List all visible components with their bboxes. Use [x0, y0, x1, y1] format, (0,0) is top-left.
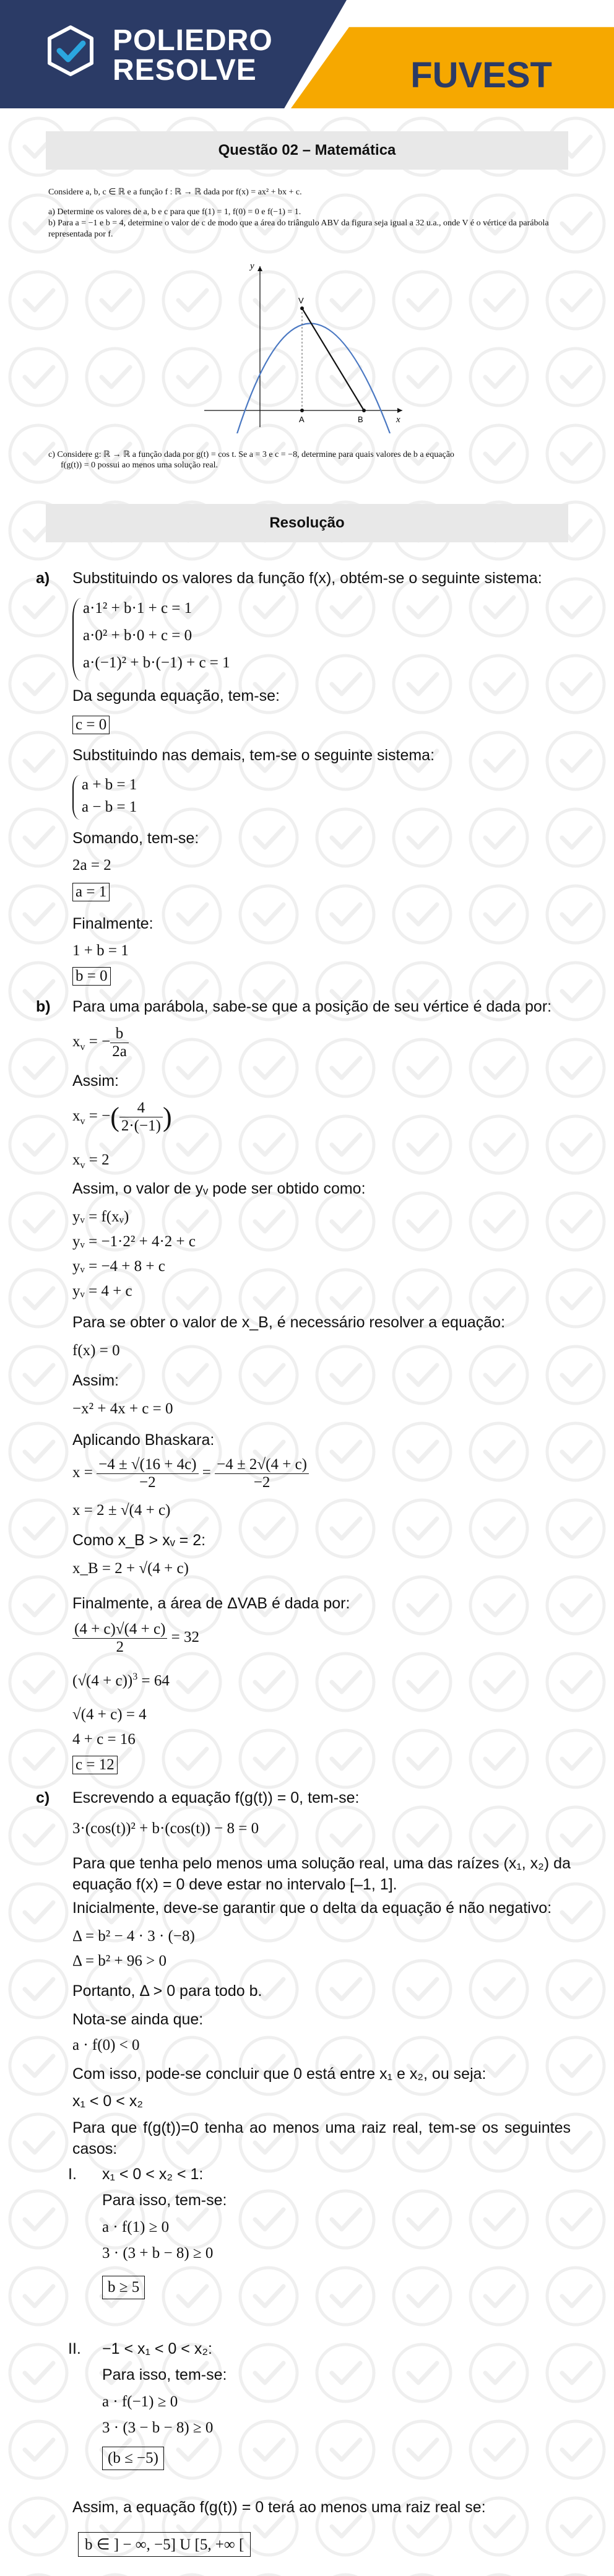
parabola-figure	[198, 254, 409, 433]
case-1-line-1: a · f(1) ≥ 0	[102, 2219, 170, 2236]
case-1-text: Para isso, tem-se:	[102, 2192, 227, 2209]
case-1-condition: x₁ < 0 < x₂ < 1:	[102, 2166, 204, 2183]
brand-name-line2: RESOLVE	[113, 54, 257, 87]
b-text-2: Assim:	[72, 1072, 119, 1090]
a-result-c: c = 0	[72, 716, 110, 734]
c-final-answer: b ∈ ] − ∞, −5] U [5, +∞ [	[78, 2532, 251, 2557]
b-eq-x: x = 2 ± √(4 + c)	[72, 1502, 171, 1519]
b-text-8: Finalmente, a área de ΔVAB é dada por:	[72, 1595, 350, 1612]
b-xv-value: $x_v = 2$	[72, 1151, 110, 1171]
case-1-number: I.	[68, 2166, 77, 2183]
b-text-6: Aplicando Bhaskara:	[72, 1431, 215, 1449]
b-yv-4: yᵥ = 4 + c	[72, 1283, 132, 1299]
b-text-1: Para uma parábola, sabe-se que a posição de seu vértice é dada por:	[72, 998, 552, 1015]
c-eq-cos: 3·(cos(t))² + b·(cos(t)) − 8 = 0	[72, 1820, 259, 1837]
c-eq-af0: a · f(0) < 0	[72, 2037, 140, 2053]
item-b-label: b)	[36, 998, 51, 1015]
b-bhaskara: x = $\frac{-4 \pm √(16 + 4c)}{-2}$ = $\frac{-4 \pm 2√(4 + c)}{-2}$	[72, 1456, 309, 1491]
b-yv-2: yᵥ = −1·2² + 4·2 + c	[72, 1233, 196, 1250]
case-2-result: (b ≤ −5)	[102, 2447, 164, 2470]
a-text-5: Finalmente:	[72, 915, 154, 932]
fig-y-label: y	[250, 261, 254, 271]
exam-name: FUVEST	[410, 55, 552, 95]
case-2-text: Para isso, tem-se:	[102, 2366, 227, 2383]
c-text-1: Escrevendo a equação f(g(t)) = 0, tem-se:	[72, 1789, 360, 1806]
case-2-number: II.	[68, 2340, 81, 2357]
fig-a-label: A	[299, 415, 305, 424]
a-system-1-eq3: a·(−1)² + b·(−1) + c = 1	[83, 654, 230, 671]
c-delta-2: Δ = b² + 96 > 0	[72, 1953, 166, 1969]
a-text-2: Da segunda equação, tem-se:	[72, 687, 280, 705]
b-text-3: Assim, o valor de yᵥ pode ser obtido como:	[72, 1180, 366, 1197]
b-power-eq: $(√(4 + c))^3 = 64$	[72, 1672, 170, 1689]
b-yv-3: yᵥ = −4 + 8 + c	[72, 1258, 165, 1275]
a-result-b: b = 0	[72, 967, 111, 986]
c-text-6: Com isso, pode-se concluir que 0 está entre x₁ e x₂, ou seja:	[72, 2065, 486, 2083]
b-eq-xb: x_B = 2 + √(4 + c)	[72, 1560, 189, 1577]
c-text-7: Para que f(g(t))=0 tenha ao menos uma raiz real, tem-se os seguintes casos:	[72, 2119, 571, 2158]
case-1-line-2: 3 · (3 + b − 8) ≥ 0	[102, 2245, 214, 2262]
fig-b-label: B	[358, 415, 363, 424]
item-c-label: c)	[36, 1789, 50, 1806]
question-item-a: a) Determine os valores de a, b e c para que f(1) = 1, f(0) = 0 e f(−1) = 1.	[48, 207, 301, 217]
a-system-1-eq1: a·1² + b·1 + c = 1	[83, 600, 192, 617]
b-xv-calc: $x_v$ = −( $\frac{4}{2\cdot(-1)}$ )	[72, 1099, 172, 1134]
b-area-eq: $\frac{(4 + c)√(4 + c)}{2}$ = 32	[72, 1621, 199, 1656]
question-intro: Considere a, b, c ∈ ℝ e a função f : ℝ → ℝ dada por f(x) = ax² + bx + c.	[48, 188, 302, 197]
question-item-c-line2: f(g(t)) = 0 possui ao menos uma solução real.	[61, 461, 218, 470]
b-text-5: Assim:	[72, 1372, 119, 1389]
c-delta-1: Δ = b² − 4 · 3 · (−8)	[72, 1928, 195, 1945]
b-yv-1: yᵥ = f(xᵥ)	[72, 1208, 129, 1225]
c-text-4: Portanto, Δ > 0 para todo b.	[72, 1982, 262, 2000]
a-text-4: Somando, tem-se:	[72, 830, 199, 847]
header	[0, 0, 614, 108]
fig-x-label: x	[396, 415, 400, 425]
parabola-curve	[235, 323, 390, 433]
a-text-3: Substituindo nas demais, tem-se o seguinte sistema:	[72, 747, 435, 764]
case-2-condition: −1 < x₁ < 0 < x₂:	[102, 2340, 212, 2357]
brand-name-line1: POLIEDRO	[113, 24, 273, 57]
case-2-line-1: a · f(−1) ≥ 0	[102, 2393, 178, 2410]
a-system-1-eq2: a·0² + b·0 + c = 0	[83, 627, 192, 644]
c-text-2: Para que tenha pelo menos uma solução real, uma das raízes (x₁, x₂) da equação f(x) = 0 deve estar no intervalo [–1, 1].	[72, 1855, 571, 1893]
b-eq-fx: f(x) = 0	[72, 1342, 120, 1359]
a-system-2-eq2: a − b = 1	[82, 799, 137, 815]
b-vertex-formula: $x_v$ = − $\frac{b}{2a}$	[72, 1025, 129, 1060]
case-1-result: b ≥ 5	[102, 2276, 145, 2299]
a-eq-2a: 2a = 2	[72, 857, 111, 874]
b-sqrt-eq: √(4 + c) = 4	[72, 1706, 147, 1723]
item-a-label: a)	[36, 570, 50, 587]
a-text-1: Substituindo os valores da função f(x), obtém-se o seguinte sistema:	[72, 570, 542, 587]
a-result-a: a = 1	[72, 883, 110, 901]
a-eq-b: 1 + b = 1	[72, 942, 129, 959]
a-system-2-eq1: a + b = 1	[82, 776, 137, 793]
case-2-line-2: 3 · (3 − b − 8) ≥ 0	[102, 2419, 214, 2436]
b-text-4: Para se obter o valor de x_B, é necessário resolver a equação:	[72, 1314, 506, 1331]
b-linear-eq: 4 + c = 16	[72, 1731, 136, 1748]
resolution-title: Resolução	[46, 504, 568, 542]
c-text-3: Inicialmente, deve-se garantir que o delta da equação é não negativo:	[72, 1899, 552, 1917]
question-item-b: b) Para a = −1 e b = 4, determine o valor de c de modo que a área do triângulo ABV da figura seja igual a 32 u.a., onde V é o vértice da parábola representada por f.	[48, 219, 549, 239]
c-text-8: Assim, a equação f(g(t)) = 0 terá ao menos uma raiz real se:	[72, 2499, 486, 2516]
c-eq-roots: x₁ < 0 < x₂	[72, 2092, 144, 2110]
fig-v-label: V	[298, 296, 304, 305]
b-result-c: c = 12	[72, 1756, 118, 1774]
c-text-5: Nota-se ainda que:	[72, 2011, 204, 2028]
b-text-7: Como x_B > xᵥ = 2:	[72, 1532, 206, 1549]
question-title: Questão 02 – Matemática	[46, 131, 568, 170]
question-item-c-line1: c) Considere g: ℝ → ℝ a função dada por g(t) = cos t. Se a = 3 e c = −8, determine para quais valores de b a equação	[48, 450, 454, 459]
b-eq-quadratic: −x² + 4x + c = 0	[72, 1400, 173, 1417]
